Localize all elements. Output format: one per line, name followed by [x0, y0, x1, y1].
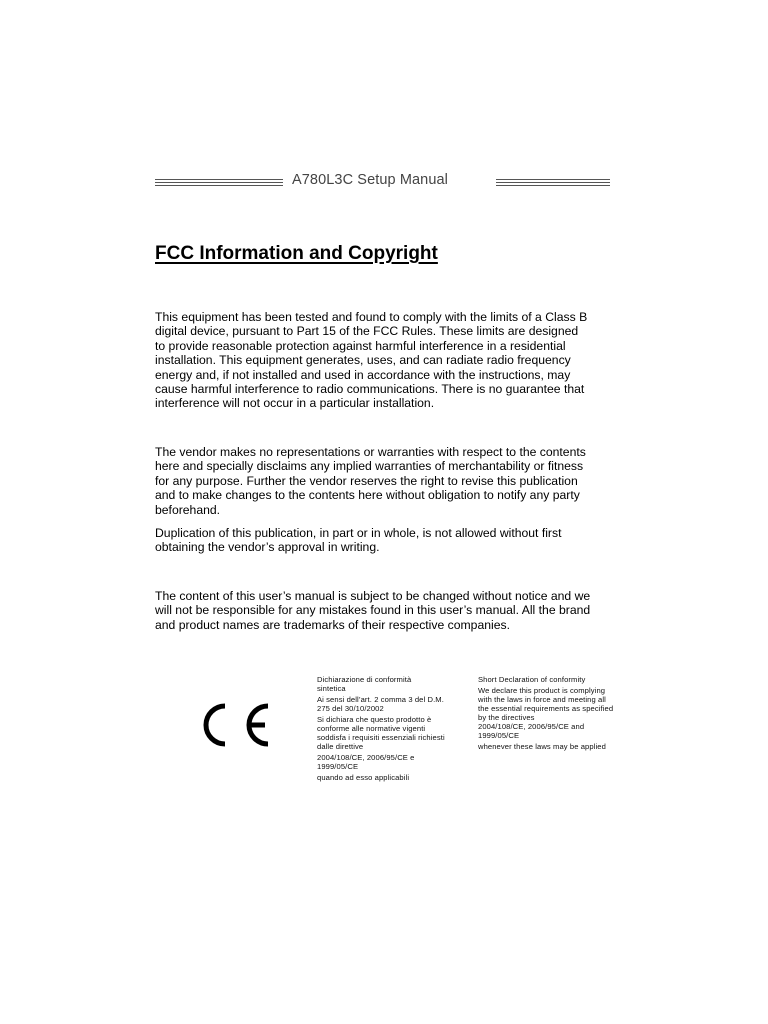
declaration-line: sintetica — [317, 684, 346, 693]
declaration-italian — [317, 675, 452, 782]
paragraph-line: digital device, pursuant to Part 15 of the FCC Rules. These limits are designed — [155, 324, 579, 339]
paragraph-line: Duplication of this publication, in part or in whole, is not allowed without first — [155, 526, 562, 540]
declaration-line: the essential requirements as specified — [478, 704, 614, 713]
declaration-line: by the directives — [478, 713, 535, 722]
warranty-disclaimer-paragraph — [155, 445, 625, 517]
fcc-compliance-paragraph — [155, 310, 625, 411]
paragraph-line: installation. This equipment generates, uses, and can radiate radio frequency — [155, 353, 571, 368]
declaration-line: 1999/05/CE — [478, 731, 520, 740]
declaration-line: whenever these laws may be applied — [478, 742, 606, 751]
paragraph-line: will not be responsible for any mistakes found in this user’s manual. All the brand — [155, 603, 591, 618]
paragraph-line: cause harmful interference to radio communications. There is no guarantee that — [155, 382, 585, 397]
paragraph-line: The vendor makes no representations or warranties with respect to the contents — [155, 445, 586, 459]
declaration-line: Si dichiara che questo prodotto è — [317, 715, 432, 724]
paragraph-line: and product names are trademarks of their respective companies. — [155, 617, 510, 632]
paragraph-line: to provide reasonable protection against harmful interference in a residential — [155, 338, 566, 353]
header-rule-left — [155, 179, 283, 186]
declaration-line: dalle direttive — [317, 742, 364, 751]
paragraph-line: interference will not occur in a particular installation. — [155, 396, 435, 411]
declaration-line: quando ad esso applicabili — [317, 773, 410, 782]
paragraph-line: This equipment has been tested and found to comply with the limits of a Class B — [155, 310, 588, 324]
declaration-line: Ai sensi dell’art. 2 comma 3 del D.M. — [317, 695, 444, 704]
paragraph-line: energy and, if not installed and used in accordance with the instructions, may — [155, 367, 571, 382]
declaration-english — [478, 675, 618, 751]
declaration-line: with the laws in force and meeting all — [478, 695, 606, 704]
declaration-line: We declare this product is complying — [478, 686, 606, 695]
running-header — [155, 170, 610, 196]
paragraph-line: The content of this user’s manual is subject to be changed without notice and we — [155, 589, 591, 603]
page-title: FCC Information and Copyright — [155, 243, 438, 264]
ce-mark-icon — [198, 700, 278, 750]
paragraph-line: beforehand. — [155, 502, 221, 517]
paragraph-line: for any purpose. Further the vendor reserves the right to revise this publication — [155, 473, 578, 488]
header-title: A780L3C Setup Manual — [292, 172, 448, 188]
duplication-notice-paragraph — [155, 526, 625, 555]
declaration-line: Dichiarazione di conformità — [317, 675, 412, 684]
declaration-line: 275 del 30/10/2002 — [317, 704, 384, 713]
declaration-line: 2004/108/CE, 2006/95/CE e — [317, 753, 415, 762]
header-rule-right — [496, 179, 610, 186]
paragraph-line: obtaining the vendor’s approval in writing. — [155, 540, 380, 555]
declaration-line: Short Declaration of conformity — [478, 675, 586, 684]
paragraph-line: here and specially disclaims any implied warranties of merchantability or fitness — [155, 459, 584, 474]
declaration-line: soddisfa i requisiti essenziali richiesti — [317, 733, 445, 742]
declaration-line: 2004/108/CE, 2006/95/CE and — [478, 722, 585, 731]
declaration-line: conforme alle normative vigenti — [317, 724, 426, 733]
paragraph-line: and to make changes to the contents here without obligation to notify any party — [155, 488, 580, 503]
trademark-notice-paragraph — [155, 589, 625, 632]
declaration-line: 1999/05/CE — [317, 762, 359, 771]
